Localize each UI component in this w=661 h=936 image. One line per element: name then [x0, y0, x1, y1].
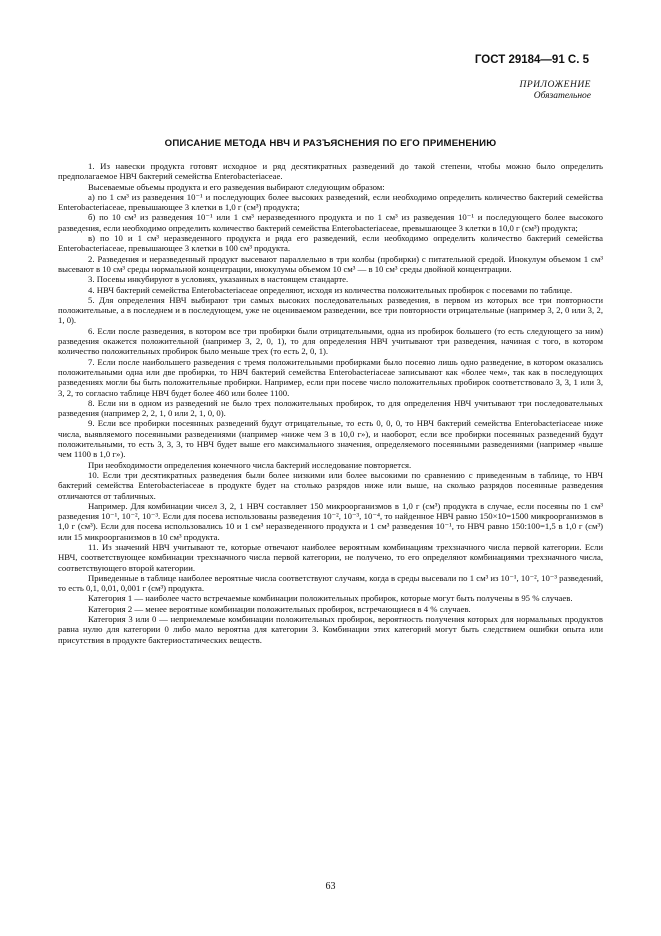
- paragraph: Категория 1 — наиболее часто встречаемые комбинации положительных пробирок, которые могут быть получены в 95 % случаев.: [88, 593, 573, 604]
- paragraph: Категория 2 — менее вероятные комбинации положительных пробирок, встречающиеся в 4 % случаев.: [88, 603, 471, 614]
- paragraph: Приведенные в таблице наиболее вероятные числа соответствуют случаям, когда в среды высевали по 1 см³ из 10⁻¹, 10⁻², 10⁻³ разведений, то есть 0,1, 0,01, 0,001 г (см³) продукта.: [58, 572, 603, 594]
- paragraph: 8. Если ни в одном из разведений не было трех положительных пробирок, то для определения НВЧ учитывают три последовательных разведения (например 2, 2, 1, 0 или 2, 1, 0, 0).: [58, 397, 603, 419]
- section-title: ОПИСАНИЕ МЕТОДА НВЧ И РАЗЪЯСНЕНИЯ ПО ЕГО ПРИМЕНЕНИЮ: [164, 138, 497, 149]
- paragraph: 9. Если все пробирки посеянных разведений будут отрицательные, то есть 0, 0, 0, то НВЧ бактерий семейства Enterobacteriaceae ниже числа, выявляемого посеянными разведениями (например «ниже чем 3 в 10,0 г»), и наоборот, если все пробирки посеянных разведений будут положительными, то есть 3, 3, 3, то НВЧ будет выше его максимального значения, определяемого посеянными разведениями (например «выше чем 1100 в 1,0 г»).: [58, 418, 603, 460]
- paragraph: 11. Из значений НВЧ учитывают те, которые отвечают наиболее вероятным комбинациям трехзначного числа первой категории. Если НВЧ, соответствующее комбинации трехзначного числа первой категории, не получено, то его определяют комбинациями трехзначного числа, соответствующего второй категории.: [58, 541, 603, 573]
- page-number: 63: [325, 881, 336, 892]
- appendix-label: [520, 80, 592, 102]
- appendix-status: Обязательное: [533, 91, 591, 101]
- standard-header: ГОСТ 29184—91 С. 5: [474, 54, 589, 66]
- paragraph: а) по 1 см³ из разведения 10⁻¹ и последующих более высоких разведений, если необходимо определить количество бактерий семейства Enterobacteriaceae, превышающее 3 клетки в 1,0 г (см³) продукта;: [58, 191, 603, 213]
- paragraph: в) по 10 и 1 см³ неразведенного продукта и ряда его разведений, если необходимо определить количество бактерий семейства Enterobacteriaceae, превышающее 3 клетки в 100 см³ продукта.: [58, 233, 603, 254]
- paragraph: При необходимости определения конечного числа бактерий исследование повторяется.: [88, 459, 412, 470]
- paragraph: 6. Если после разведения, в котором все три пробирки были отрицательными, одна из пробирок большего (то есть следующего за ним) разведения окажется положительной (например 3, 2, 0, 1), то для определения НВЧ учитывают три разведения, начиная с того, в котором количество положительных пробирок было меньше трех (то есть 2, 0, 1).: [58, 325, 603, 357]
- paragraph: 2. Разведения и неразведенный продукт высевают параллельно в три колбы (пробирки) с питательной средой. Инокулум объемом 1 см³ высевают в 10 см³ среды нормальной концентрации, инокулумы объемом 10 см³ — в 10 см³ среды двойной концентрации.: [58, 253, 603, 274]
- paragraph: 10. Если три десятикратных разведения были более низкими или более высокими по сравнению с приведенным в таблице, то НВЧ бактерий семейства Enterobacteriaceae в продукте будет на столько разрядов ниже или выше, на сколько разрядов посеянные разведения отличаются от табличных.: [58, 469, 603, 501]
- paragraph: б) по 10 см³ из разведения 10⁻¹ или 1 см³ неразведенного продукта и по 1 см³ из разведения 10⁻¹ и последующего более высокого разведения, если необходимо определить количество бактерий семейства Enterobacteriaceae, превышающее 3 клетки в 10,0 г (см³) продукта;: [58, 212, 603, 233]
- body-text: [58, 161, 603, 645]
- appendix-title: ПРИЛОЖЕНИЕ: [519, 80, 591, 90]
- paragraph: 7. Если после наибольшего разведения с тремя положительными пробирками было посеяно лишь одно разведение, в котором оказались положительными одна или две пробирки, то НВЧ бактерий семейства Enterobacteriaceae записывают как «более чем», так как в последующих разведениях могли бы быть положительные пробирки. Например, если при посеве число положительных пробирок соответствовало 3, 3, 1 или 3, 3, 2, то согласно таблице НВЧ будет более 460 или более 1100.: [58, 356, 603, 398]
- paragraph: 1. Из навески продукта готовят исходное и ряд десятикратных разведений до такой степени, чтобы можно было определить предполагаемое НВЧ бактерий семейства Enterobacteriaceae.: [58, 161, 603, 182]
- paragraph: 5. Для определения НВЧ выбирают три самых высоких последовательных разведения, в первом из которых все три повторности положительные, а в последнем и в последующем, уже не оцениваемом разведении, все три повторности отрицательные (например 3, 2, 0 или 3, 2, 1, 0).: [58, 294, 603, 326]
- paragraph: Например. Для комбинации чисел 3, 2, 1 НВЧ составляет 150 микроорганизмов в 1,0 г (см³) продукта в случае, если посеяны по 1 см³ разведения 10⁻¹, 10⁻², 10⁻³. Если для посева использованы разведения 10⁻², 10⁻³, 10⁻⁴, то найденное НВЧ равно 150×10=1500 микроорганизмов в 1,0 г (см³). Если для посева использовались 10 и 1 см³ неразведенного продукта и 1 см³ разведения 10⁻¹, то НВЧ равно 150:100=1,5 в 1,0 г (см³) или 15 микроорганизмов в 10 см³ продукта.: [58, 500, 603, 542]
- paragraph: 4. НВЧ бактерий семейства Enterobacteriaceae определяют, исходя из количества положительных пробирок с посевами по таблице.: [88, 284, 573, 295]
- paragraph: 3. Посевы инкубируют в условиях, указанных в настоящем стандарте.: [88, 274, 349, 285]
- paragraph: Высеваемые объемы продукта и его разведения выбирают следующим образом:: [88, 181, 385, 192]
- paragraph: Категория 3 или 0 — неприемлемые комбинации положительных пробирок, вероятность получения которых для нормальных продуктов равна нулю для категории 0 либо мало вероятна для категории 3. Комбинации этих категорий могут быть следствием ошибки опыта или присутствия в продукте бактериостатических веществ.: [58, 614, 603, 645]
